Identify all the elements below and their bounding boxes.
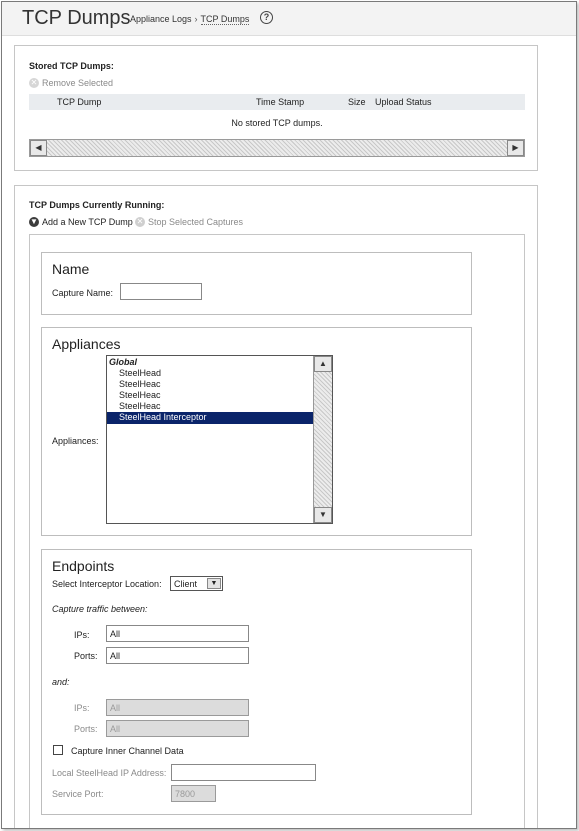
page-header — [2, 2, 576, 36]
list-item[interactable]: SteelHeac — [119, 401, 161, 411]
appliances-label: Appliances: — [52, 436, 99, 446]
column-size[interactable]: Size — [348, 97, 366, 107]
ips2-input[interactable] — [106, 699, 249, 716]
list-item[interactable]: SteelHeac — [119, 379, 161, 389]
column-time-stamp[interactable]: Time Stamp — [256, 97, 305, 107]
stored-tcp-dumps-title: Stored TCP Dumps: — [29, 61, 114, 71]
chevron-down-icon[interactable]: ▼ — [207, 578, 221, 589]
selected-item-label: SteelHead Interceptor — [119, 412, 207, 422]
endpoints-heading: Endpoints — [52, 558, 115, 574]
appliances-section — [41, 327, 472, 536]
scroll-right-button[interactable]: ▶ — [507, 140, 524, 156]
inner-channel-label: Capture Inner Channel Data — [71, 746, 184, 756]
add-tcp-dump-form — [29, 234, 525, 829]
appliances-listbox[interactable] — [106, 355, 333, 524]
remove-selected-label: Remove Selected — [42, 78, 114, 88]
breadcrumb-tcp-dumps[interactable]: TCP Dumps — [200, 14, 250, 24]
breadcrumb-appliance-logs[interactable]: Appliance Logs — [130, 14, 192, 24]
name-section — [41, 252, 472, 315]
list-item[interactable]: SteelHeac — [119, 390, 161, 400]
empty-table-message: No stored TCP dumps. — [231, 118, 323, 128]
column-tcp-dump[interactable]: TCP Dump — [57, 97, 102, 107]
scroll-down-button[interactable]: ▼ — [314, 507, 332, 523]
help-icon[interactable]: ? — [260, 11, 273, 24]
add-tcp-dump-button[interactable] — [29, 217, 133, 227]
ips-input[interactable] — [106, 625, 249, 642]
ips-label: IPs: — [74, 630, 90, 640]
page-frame — [1, 1, 577, 829]
ports-input[interactable] — [106, 647, 249, 664]
capture-name-input[interactable] — [120, 283, 202, 300]
local-ip-input[interactable] — [171, 764, 316, 781]
list-item-selected[interactable] — [107, 412, 314, 423]
appliances-heading: Appliances — [52, 336, 121, 352]
stop-selected-label: Stop Selected Captures — [148, 217, 244, 227]
ports2-input[interactable] — [106, 720, 249, 737]
local-ip-label: Local SteelHead IP Address: — [52, 768, 167, 778]
chevron-down-icon: ▼ — [30, 217, 38, 226]
interceptor-location-select[interactable] — [170, 576, 223, 591]
stop-selected-button[interactable] — [135, 217, 243, 227]
capture-name-label: Capture Name: — [52, 288, 114, 298]
vertical-scrollbar[interactable] — [313, 356, 332, 523]
interceptor-location-label: Select Interceptor Location: — [52, 579, 162, 589]
stored-table-header — [29, 94, 525, 110]
ports2-label: Ports: — [74, 724, 98, 734]
list-group-global: Global — [109, 357, 138, 367]
selection-underline — [107, 423, 314, 424]
horizontal-scrollbar[interactable] — [29, 139, 525, 157]
stored-tcp-dumps-panel — [14, 45, 538, 171]
service-port-input[interactable] — [171, 785, 216, 802]
ips2-label: IPs: — [74, 703, 90, 713]
scroll-up-button[interactable]: ▲ — [314, 356, 332, 372]
name-heading: Name — [52, 261, 90, 277]
breadcrumb-separator: › — [194, 14, 198, 24]
service-port-label: Service Port: — [52, 789, 104, 799]
ports-label: Ports: — [74, 651, 98, 661]
remove-selected-button[interactable] — [29, 78, 113, 88]
and-label: and: — [52, 677, 70, 687]
running-tcp-dumps-title: TCP Dumps Currently Running: — [29, 200, 165, 210]
capture-between-label: Capture traffic between: — [52, 604, 148, 614]
page-title: TCP Dumps — [22, 7, 131, 29]
breadcrumb — [130, 14, 249, 24]
scroll-left-button[interactable]: ◀ — [30, 140, 47, 156]
column-upload-status[interactable]: Upload Status — [375, 97, 432, 107]
endpoints-section — [41, 549, 472, 815]
list-item[interactable]: SteelHead — [119, 368, 162, 378]
running-tcp-dumps-panel — [14, 185, 538, 829]
interceptor-location-value: Client — [174, 578, 198, 589]
inner-channel-checkbox[interactable] — [53, 745, 63, 755]
add-tcp-dump-label: Add a New TCP Dump — [42, 217, 133, 227]
remove-icon: ✕ — [30, 78, 38, 87]
stop-icon: ✕ — [136, 217, 144, 226]
